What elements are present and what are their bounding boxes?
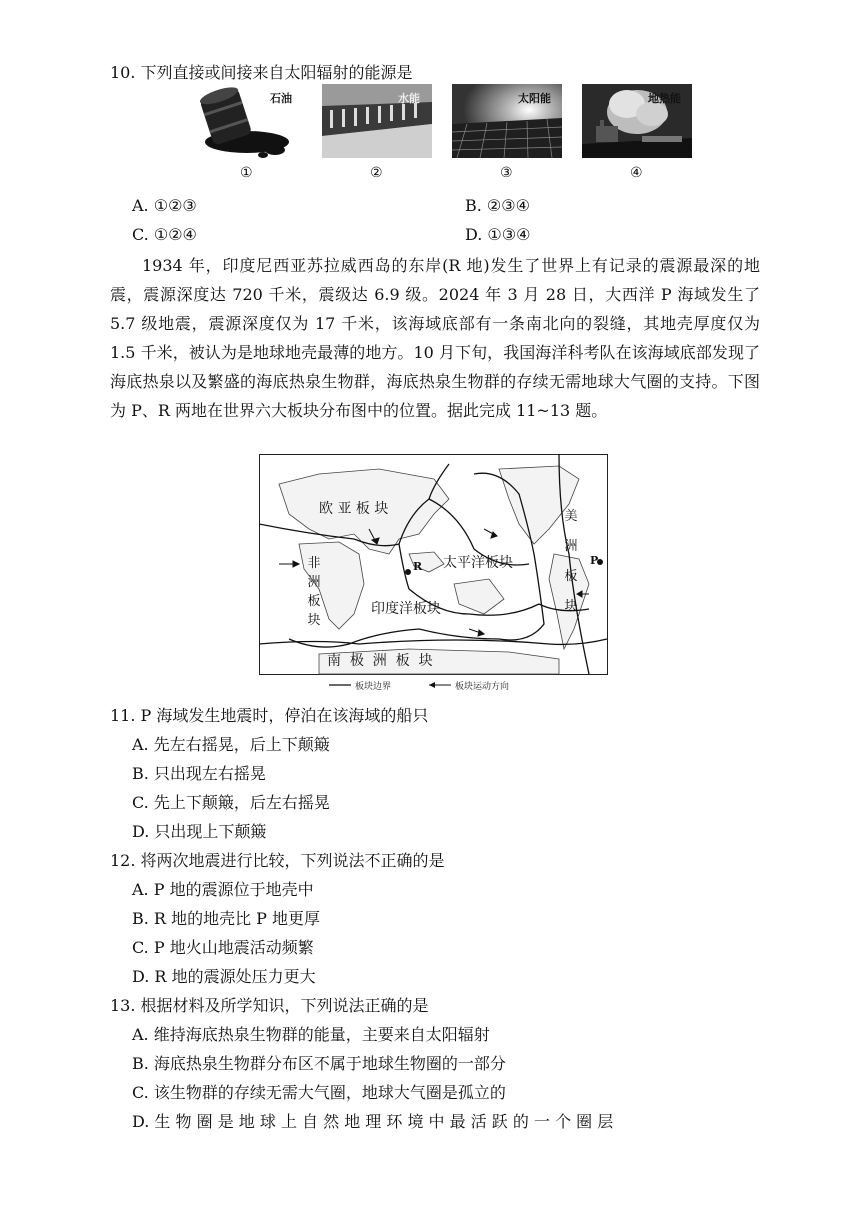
label-indian-plate: 印度洋板块 xyxy=(371,601,441,617)
label-american-plate: 美 洲 板 块 xyxy=(564,509,578,614)
image-label-oil: 石油 xyxy=(270,92,292,105)
q11-option-d[interactable]: D. 只出现上下颠簸 xyxy=(132,822,267,841)
label-eurasian-plate: 欧 亚 板 块 xyxy=(319,501,389,517)
point-r-marker xyxy=(405,569,411,575)
q12-option-c[interactable]: C. P 地火山地震活动频繁 xyxy=(132,938,314,957)
q10-option-a[interactable]: A. ①②③ xyxy=(132,196,197,215)
question-13-stem: 13. 根据材料及所学知识，下列说法正确的是 xyxy=(110,996,429,1015)
legend-motion: 板块运动方向 xyxy=(455,682,510,692)
reading-passage: 1934 年，印度尼西亚苏拉威西岛的东岸(R 地)发生了世界上有记录的震源最深的地震，震源深度达 720 千米，震级达 6.9 级。2024 年 3 月 28 日，大西洋 P 海域发生了 5.7 级地震，震源深度仅为 17 千米，该海域底部有一条南北向的裂缝，其地壳厚度仅为 1.5 千米，被认为是地球地壳最薄的地方。10 月下旬，我国海洋科考队在该海域底部发现了海底热泉以及繁盛的海底热泉生物群，海底热泉生物群的存续无需地球大气圈的支持。下图为 P、R 两地在世界六大板块分布图中的位置。据此完成 11~13 题。 xyxy=(110,256,760,420)
image-label-hydro: 水能 xyxy=(398,92,420,105)
label-african-plate: 非 洲 板 块 xyxy=(307,556,321,628)
q12-option-d[interactable]: D. R 地的震源处压力更大 xyxy=(132,967,316,986)
q11-option-b[interactable]: B. 只出现左右摇晃 xyxy=(132,764,266,783)
q11-option-c[interactable]: C. 先上下颠簸，后左右摇晃 xyxy=(132,793,330,812)
legend-boundary: 板块边界 xyxy=(355,682,392,692)
question-12-stem: 12. 将两次地震进行比较，下列说法不正确的是 xyxy=(110,851,445,870)
q12-option-a[interactable]: A. P 地的震源位于地壳中 xyxy=(132,880,314,899)
q10-option-d[interactable]: D. ①③④ xyxy=(465,225,531,244)
question-10-stem: 10. 下列直接或间接来自太阳辐射的能源是 xyxy=(110,63,413,82)
image-number-4: ④ xyxy=(630,165,643,181)
image-label-solar: 太阳能 xyxy=(518,92,551,105)
label-antarctic-plate: 南 极 洲 板 块 xyxy=(327,653,433,669)
question-11-stem: 11. P 海域发生地震时，停泊在该海域的船只 xyxy=(110,706,429,725)
q13-option-d[interactable]: D. 生 物 圈 是 地 球 上 自 然 地 理 环 境 中 最 活 跃 的 一 个 圈 层 xyxy=(132,1112,614,1131)
label-pacific-plate: 太平洋板块 xyxy=(443,555,513,571)
image-number-1: ① xyxy=(240,165,253,181)
q10-option-b[interactable]: B. ②③④ xyxy=(465,196,530,215)
image-number-3: ③ xyxy=(500,165,513,181)
label-r: R xyxy=(413,560,423,573)
image-number-2: ② xyxy=(370,165,383,181)
q10-option-c[interactable]: C. ①②④ xyxy=(132,225,197,244)
q13-option-c[interactable]: C. 该生物群的存续无需大气圈，地球大气圈是孤立的 xyxy=(132,1083,506,1102)
q11-option-a[interactable]: A. 先左右摇晃，后上下颠簸 xyxy=(132,735,330,754)
plate-map xyxy=(259,454,608,694)
q13-option-b[interactable]: B. 海底热泉生物群分布区不属于地球生物圈的一部分 xyxy=(132,1054,506,1073)
q12-option-b[interactable]: B. R 地的地壳比 P 地更厚 xyxy=(132,909,321,928)
image-label-geothermal: 地热能 xyxy=(648,92,681,105)
q13-option-a[interactable]: A. 维持海底热泉生物群的能量，主要来自太阳辐射 xyxy=(132,1025,490,1044)
label-p: P xyxy=(590,554,599,567)
